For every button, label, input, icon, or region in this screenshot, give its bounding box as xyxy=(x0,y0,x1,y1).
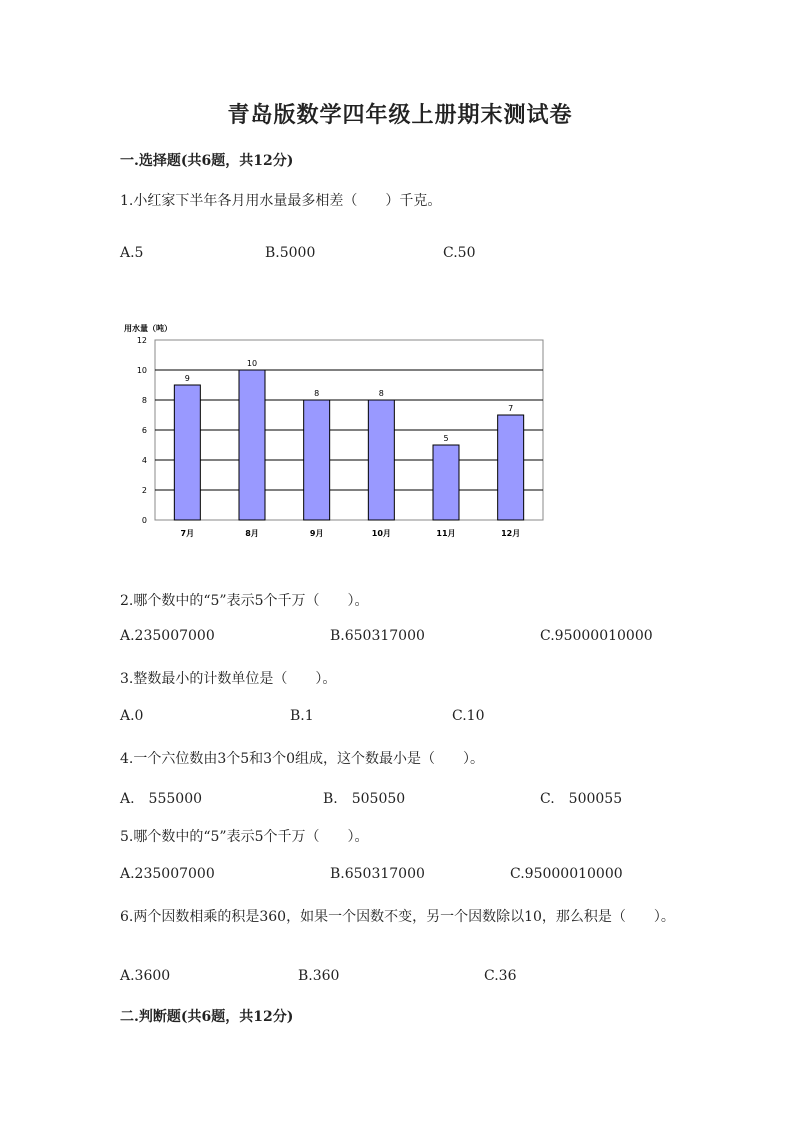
question-6-stem: 6.两个因数相乘的积是360，如果一个因数不变，另一个因数除以10，那么积是（ ）。 xyxy=(120,909,675,925)
question-6-option-a: A.3600 xyxy=(120,968,171,984)
chart-data-label: 7 xyxy=(508,404,514,413)
chart-data-label: 8 xyxy=(314,389,320,398)
question-4-stem: 4.一个六位数由3个5和3个0组成，这个数最小是（ ）。 xyxy=(120,751,484,767)
question-5-stem: 5.哪个数中的“5”表示5个千万（ ）。 xyxy=(120,829,369,845)
question-4-option-a: A. 555000 xyxy=(120,791,203,807)
chart-data-label: 10 xyxy=(246,359,258,368)
chart-y-tick-label: 4 xyxy=(141,456,147,465)
question-5-option-c: C.95000010000 xyxy=(510,866,623,882)
question-1-stem: 1.小红家下半年各月用水量最多相差（ ）千克。 xyxy=(120,193,442,209)
chart-data-label: 9 xyxy=(184,374,190,383)
question-3-option-a: A.0 xyxy=(120,708,144,724)
question-3-stem: 3.整数最小的计数单位是（ ）。 xyxy=(120,671,337,687)
chart-y-tick-label: 6 xyxy=(141,426,147,435)
question-1-option-a: A.5 xyxy=(120,245,144,261)
chart-x-tick-label: 8月 xyxy=(245,529,259,538)
chart-bar xyxy=(304,400,330,520)
page-title: 青岛版数学四年级上册期末测试卷 xyxy=(227,102,573,128)
question-5-option-a: A.235007000 xyxy=(120,866,215,882)
chart-data-label: 5 xyxy=(443,434,449,443)
question-2-stem: 2.哪个数中的“5”表示5个千万（ ）。 xyxy=(120,593,369,609)
question-5-option-b: B.650317000 xyxy=(330,866,425,882)
question-1-option-b: B.5000 xyxy=(265,245,316,261)
chart-y-axis-label: 用水量（吨） xyxy=(124,324,172,333)
chart-bar xyxy=(174,385,200,520)
question-6-option-b: B.360 xyxy=(298,968,340,984)
question-1-option-c: C.50 xyxy=(443,245,476,261)
question-2-option-c: C.95000010000 xyxy=(540,628,653,644)
chart-x-tick-label: 10月 xyxy=(371,529,391,538)
question-6-option-c: C.36 xyxy=(484,968,517,984)
section-heading-judgment: 二.判断题(共6题，共12分) xyxy=(120,1009,294,1025)
chart-x-tick-label: 12月 xyxy=(501,529,521,538)
question-2-option-b: B.650317000 xyxy=(330,628,425,644)
chart-x-tick-label: 9月 xyxy=(309,529,324,538)
chart-x-tick-label: 11月 xyxy=(436,529,456,538)
question-2-option-a: A.235007000 xyxy=(120,628,215,644)
section-heading-choice: 一.选择题(共6题，共12分) xyxy=(120,153,294,169)
chart-y-tick-label: 12 xyxy=(136,336,147,345)
chart-y-tick-label: 2 xyxy=(141,486,147,495)
question-3-option-c: C.10 xyxy=(452,708,485,724)
question-4-option-c: C. 500055 xyxy=(540,791,623,807)
chart-bar xyxy=(433,445,459,520)
chart-y-tick-label: 10 xyxy=(136,366,147,375)
question-3-option-b: B.1 xyxy=(290,708,314,724)
chart-x-tick-label: 7月 xyxy=(180,529,195,538)
chart-bar xyxy=(498,415,524,520)
chart-bar xyxy=(239,370,265,520)
question-4-option-b: B. 505050 xyxy=(323,791,406,807)
chart-bar xyxy=(368,400,394,520)
chart-data-label: 8 xyxy=(378,389,384,398)
chart-y-tick-label: 8 xyxy=(141,396,147,405)
chart-y-tick-label: 0 xyxy=(141,516,147,525)
water-usage-bar-chart xyxy=(120,318,560,548)
